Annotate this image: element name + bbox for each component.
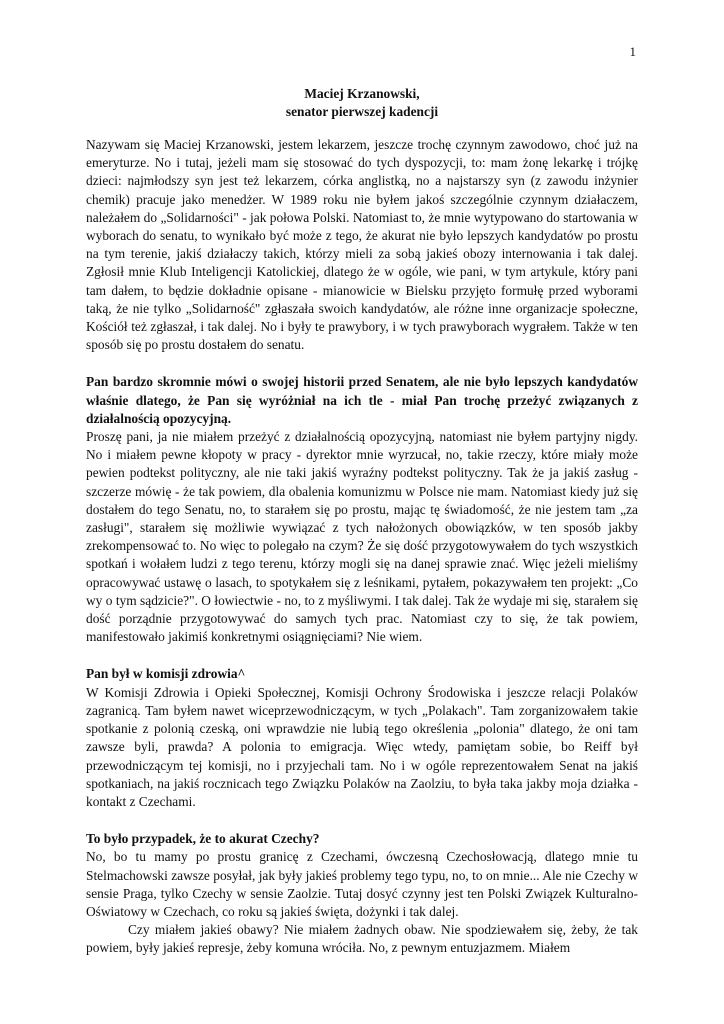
paragraph-gap [86,646,638,665]
question-3: To było przypadek, że to akurat Czechy? [86,831,320,847]
paragraph-gap [86,811,638,830]
question-1: Pan bardzo skromnie mówi o swojej historii przed Senatem, ale nie było lepszych kandydatów właśnie dlatego, że Pan się wyróżniał na ich tle - miał Pan trochę przeżyć związanych z działalnością opozycyjną. [86,374,638,426]
answer-1: Proszę pani, ja nie miałem przeżyć z działalnością opozycyjną, natomiast nie byłem partyjny nigdy. No i miałem pewne kłopoty w pracy - dyrektor mnie wyrzucał, no, takie rzeczy, które miały może pewien podtekst polityczny, ale nie taki jakiś wyraźny podtekst polityczny. Tak że ja jakiś zasług - szczerze mówię - że tak powiem, dla obalenia komunizmu w Polsce nie mam. Natomiast kiedy już się dostałem do tego Senatu, no, to starałem się po prostu, mając tę świadomość, że nie jestem tam „za zasługi", starałem się możliwie wywiązać z tych nałożonych obowiązków, w ten sposób jakby zrekompensować to. No więc to polegało na czym? Że się dość przygotowywałem do tych wszystkich spotkań i wołałem ludzi z tego terenu, którzy mogli się na danej sprawie znać. Więc jeżeli mieliśmy opracowywać ustawę o lasach, to spotykałem się z leśnikami, pytałem, pokazywałem ten projekt: „Co wy o tym sądzicie?". O łowiectwie - no, to z myśliwymi. I tak dalej. Tak że wydaje mi się, starałem się dość porządnie przygotowywać do samych tych prac. Natomiast czy to się, że tak powiem, manifestowało jakimiś konkretnymi osiągnięciami? Nie wiem. [86,429,638,645]
answer-4: Czy miałem jakieś obawy? Nie miałem żadnych obaw. Nie spodziewałem się, żeby, że tak powiem, były jakieś represje, żeby komuna wróciła. No, z pewnym entuzjazmem. Miałem [86,922,638,956]
paragraph-gap [86,354,638,373]
title-name: Maciej Krzanowski, [304,86,420,101]
paragraph-intro: Nazywam się Maciej Krzanowski, jestem lekarzem, jeszcze trochę czynnym zawodowo, choć już na emeryturze. No i tutaj, jeżeli mam się stosować do tych dyspozycji, to: mam żonę lekarkę i trójkę dzieci: najmłodszy syn jest też lekarzem, córka anglistką, no a najstarszy syn (z zawodu inżynier chemik) pracuje jako menedżer. W 1989 roku nie byłem jakoś szczególnie czynnym działaczem, należałem do „Solidarności" - jak połowa Polski. Natomiast to, że mnie wytypowano do startowania w wyborach do senatu, to wynikało być może z tego, że akurat nie było lepszych kandydatów po prostu na tym terenie, jakiś działaczy takich, którzy mieli za sobą jakieś obozy internowania i tak dalej. Zgłosił mnie Klub Inteligencji Katolickiej, dlatego że w ogóle, wie pani, w tym artykule, który pani tam dałem, to będzie dokładnie opisane - mianowicie w Bielsku przyjęto formułę przed wyborami taką, że nie tylko „Solidarność" zgłaszała swoich kandydatów, ale różne inne organizacje społeczne, Kościół też zgłaszał, i tak dalej. No i były te prawybory, i w tych prawyborach wygrałem. Także w ten sposób się po prostu dostałem do senatu. [86,137,638,353]
title-subtitle: senator pierwszej kadencji [285,104,439,119]
answer-2: W Komisji Zdrowia i Opieki Społecznej, Komisji Ochrony Środowiska i jeszcze relacji Polaków zagranicą. Tam byłem nawet wiceprzewodniczącym, w tych „Polakach". Tam zorganizowałem takie spotkanie z polonią czeską, oni wprawdzie nie lubią tego określenia „polonia" dlatego, że oni tam zawsze byli, prawda? A polonia to emigracja. Więc wtedy, pamiętam sobie, bo Reiff był przewodniczącym tej komisji, no i przyjechali tam. No i w ogóle reprezentowałem Senat na jakiś spotkaniach, na jakiś rocznicach tego Związku Polaków na Zaolziu, to była taka jakby moja działka - kontakt z Czechami. [86,684,638,809]
title-block [86,85,638,121]
page-number: 1 [629,44,636,59]
question-2: Pan był w komisji zdrowia^ [86,666,246,682]
answer-3: No, bo tu mamy po prostu granicę z Czechami, ówczesną Czechosłowacją, dlatego mnie tu Stelmachowski zawsze posyłał, jak były jakieś problemy tego typu, no, to on mnie... Ale nie Czechy w sensie Praga, tylko Czechy w sensie Zaolzie. Tutaj dosyć czynny jest ten Polski Związek Kulturalno-Oświatowy w Czechach, co roku są jakieś święta, dożynki i tak dalej. [86,849,638,919]
document-body [86,136,638,958]
